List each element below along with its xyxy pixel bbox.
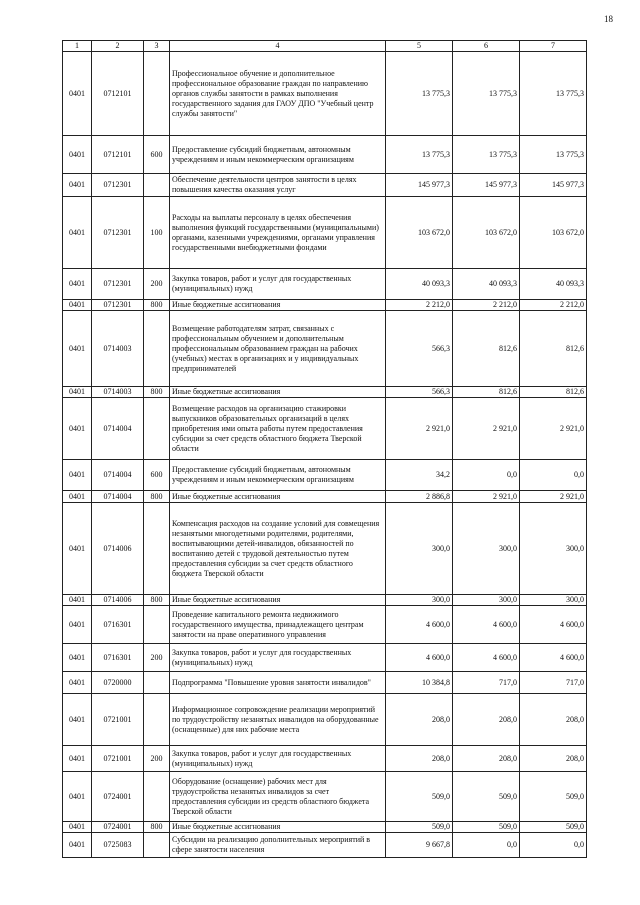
item-name-cell: Предоставление субсидий бюджетным, автономным учреждениям и иным некоммерческим организациям [170,460,386,491]
amount-col6-cell: 4 600,0 [453,606,520,644]
table-row [63,833,587,858]
amount-col7-cell: 2 921,0 [520,491,587,503]
expense-type-cell [144,398,170,460]
amount-col5-cell: 300,0 [386,503,453,595]
table-row [63,746,587,772]
expense-type-cell [144,52,170,136]
amount-col7-cell: 2 212,0 [520,300,587,311]
table-row [63,300,587,311]
amount-col7-cell: 717,0 [520,672,587,694]
amount-col6-cell: 300,0 [453,595,520,606]
table-row [63,644,587,672]
column-header: 6 [453,41,520,52]
item-name-cell: Иные бюджетные ассигнования [170,300,386,311]
table-row [63,269,587,300]
section-code-cell: 0401 [63,672,92,694]
section-code-cell: 0401 [63,595,92,606]
amount-col7-cell: 509,0 [520,772,587,822]
item-name-cell: Компенсация расходов на создание условий для совмещения незанятыми многодетными родителями, родителями, воспитывающими детей-инвалидов, обязанностей по воспитанию детей с трудовой деятельностью путем предоставления субсидии за счет средств областного бюджета Тверской области [170,503,386,595]
amount-col7-cell: 40 093,3 [520,269,587,300]
item-name-cell: Проведение капитального ремонта недвижимого государственного имущества, принадлежащего центрам занятости на праве оперативного управления [170,606,386,644]
amount-col5-cell: 2 921,0 [386,398,453,460]
section-code-cell: 0401 [63,644,92,672]
item-name-cell: Обеспечение деятельности центров занятости в целях повышения качества оказания услуг [170,174,386,197]
expense-type-cell: 800 [144,595,170,606]
section-code-cell: 0401 [63,398,92,460]
section-code-cell: 0401 [63,772,92,822]
expense-type-cell: 600 [144,136,170,174]
amount-col7-cell: 145 977,3 [520,174,587,197]
amount-col7-cell: 208,0 [520,694,587,746]
section-code-cell: 0401 [63,833,92,858]
amount-col5-cell: 103 672,0 [386,197,453,269]
target-code-cell: 0720000 [92,672,144,694]
amount-col6-cell: 300,0 [453,503,520,595]
item-name-cell: Иные бюджетные ассигнования [170,387,386,398]
item-name-cell: Закупка товаров, работ и услуг для государственных (муниципальных) нужд [170,644,386,672]
section-code-cell: 0401 [63,822,92,833]
expense-type-cell: 800 [144,491,170,503]
table-row [63,503,587,595]
amount-col7-cell: 0,0 [520,833,587,858]
amount-col7-cell: 208,0 [520,746,587,772]
section-code-cell: 0401 [63,311,92,387]
amount-col6-cell: 812,6 [453,311,520,387]
item-name-cell: Закупка товаров, работ и услуг для государственных (муниципальных) нужд [170,269,386,300]
expense-type-cell: 200 [144,746,170,772]
expense-type-cell: 800 [144,822,170,833]
target-code-cell: 0712301 [92,174,144,197]
expense-type-cell: 800 [144,300,170,311]
target-code-cell: 0714004 [92,460,144,491]
section-code-cell: 0401 [63,694,92,746]
amount-col7-cell: 0,0 [520,460,587,491]
item-name-cell: Информационное сопровождение реализации мероприятий по трудоустройству незанятых инвалидов на оборудованные (оснащенные) для них рабочие места [170,694,386,746]
amount-col7-cell: 812,6 [520,311,587,387]
amount-col6-cell: 145 977,3 [453,174,520,197]
item-name-cell: Возмещение расходов на организацию стажировки выпускников образовательных организаций в целях приобретения ими опыта работы путем предоставления субсидии за счет средств областного бюджета Тверской области [170,398,386,460]
target-code-cell: 0716301 [92,606,144,644]
amount-col5-cell: 13 775,3 [386,52,453,136]
budget-table [62,40,587,858]
target-code-cell: 0714004 [92,398,144,460]
amount-col7-cell: 509,0 [520,822,587,833]
section-code-cell: 0401 [63,387,92,398]
target-code-cell: 0716301 [92,644,144,672]
expense-type-cell [144,174,170,197]
amount-col5-cell: 208,0 [386,694,453,746]
table-row [63,197,587,269]
amount-col5-cell: 34,2 [386,460,453,491]
target-code-cell: 0714006 [92,595,144,606]
target-code-cell: 0721001 [92,694,144,746]
table-body [63,52,587,858]
amount-col7-cell: 103 672,0 [520,197,587,269]
amount-col5-cell: 10 384,8 [386,672,453,694]
amount-col6-cell: 208,0 [453,746,520,772]
amount-col7-cell: 2 921,0 [520,398,587,460]
amount-col5-cell: 509,0 [386,772,453,822]
column-header: 1 [63,41,92,52]
section-code-cell: 0401 [63,197,92,269]
table-row [63,136,587,174]
table-row [63,822,587,833]
amount-col5-cell: 566,3 [386,311,453,387]
table-row [63,672,587,694]
expense-type-cell [144,833,170,858]
item-name-cell: Предоставление субсидий бюджетным, автономным учреждениям и иным некоммерческим организациям [170,136,386,174]
target-code-cell: 0725083 [92,833,144,858]
table-row [63,52,587,136]
target-code-cell: 0712301 [92,269,144,300]
item-name-cell: Закупка товаров, работ и услуг для государственных (муниципальных) нужд [170,746,386,772]
section-code-cell: 0401 [63,606,92,644]
amount-col5-cell: 566,3 [386,387,453,398]
target-code-cell: 0714006 [92,503,144,595]
table-row [63,772,587,822]
table-row [63,694,587,746]
column-header: 3 [144,41,170,52]
header-row [63,41,587,52]
section-code-cell: 0401 [63,269,92,300]
target-code-cell: 0724001 [92,822,144,833]
table-row [63,398,587,460]
section-code-cell: 0401 [63,174,92,197]
amount-col7-cell: 13 775,3 [520,136,587,174]
section-code-cell: 0401 [63,460,92,491]
item-name-cell: Иные бюджетные ассигнования [170,491,386,503]
amount-col6-cell: 103 672,0 [453,197,520,269]
amount-col5-cell: 4 600,0 [386,606,453,644]
column-header: 7 [520,41,587,52]
target-code-cell: 0724001 [92,772,144,822]
target-code-cell: 0714003 [92,387,144,398]
target-code-cell: 0714003 [92,311,144,387]
section-code-cell: 0401 [63,491,92,503]
page-number: 18 [604,14,613,24]
table-row [63,174,587,197]
amount-col6-cell: 0,0 [453,833,520,858]
item-name-cell: Расходы на выплаты персоналу в целях обеспечения выполнения функций государственными (муниципальными) органами, казенными учреждениями, органами управления государственными внебюджетными фондами [170,197,386,269]
amount-col6-cell: 13 775,3 [453,136,520,174]
table-row [63,387,587,398]
item-name-cell: Оборудование (оснащение) рабочих мест для трудоустройства незанятых инвалидов за счет предоставления субсидии из средств областного бюджета Тверской области [170,772,386,822]
amount-col6-cell: 208,0 [453,694,520,746]
amount-col5-cell: 2 212,0 [386,300,453,311]
amount-col7-cell: 4 600,0 [520,606,587,644]
item-name-cell: Профессиональное обучение и дополнительное профессиональное образование граждан по направлению органов службы занятости в рамках выполнения государственного задания для ГАОУ ДПО "Учебный центр службы занятости" [170,52,386,136]
amount-col7-cell: 13 775,3 [520,52,587,136]
amount-col6-cell: 13 775,3 [453,52,520,136]
target-code-cell: 0721001 [92,746,144,772]
target-code-cell: 0712101 [92,136,144,174]
section-code-cell: 0401 [63,746,92,772]
expense-type-cell [144,672,170,694]
amount-col6-cell: 4 600,0 [453,644,520,672]
expense-type-cell: 200 [144,269,170,300]
target-code-cell: 0712301 [92,300,144,311]
item-name-cell: Возмещение работодателям затрат, связанных с профессиональным обучением и дополнительным профессиональным образованием граждан на рабочих (учебных) местах в организациях и у индивидуальных предпринимателей [170,311,386,387]
expense-type-cell [144,694,170,746]
item-name-cell: Субсидии на реализацию дополнительных мероприятий в сфере занятости населения [170,833,386,858]
section-code-cell: 0401 [63,52,92,136]
amount-col7-cell: 4 600,0 [520,644,587,672]
expense-type-cell: 100 [144,197,170,269]
expense-type-cell [144,606,170,644]
amount-col5-cell: 300,0 [386,595,453,606]
expense-type-cell [144,503,170,595]
amount-col7-cell: 300,0 [520,503,587,595]
item-name-cell: Подпрограмма "Повышение уровня занятости инвалидов" [170,672,386,694]
table-row [63,595,587,606]
target-code-cell: 0714004 [92,491,144,503]
item-name-cell: Иные бюджетные ассигнования [170,822,386,833]
amount-col6-cell: 0,0 [453,460,520,491]
expense-type-cell: 800 [144,387,170,398]
expense-type-cell: 600 [144,460,170,491]
amount-col7-cell: 812,6 [520,387,587,398]
expense-type-cell [144,311,170,387]
amount-col5-cell: 40 093,3 [386,269,453,300]
target-code-cell: 0712301 [92,197,144,269]
amount-col5-cell: 4 600,0 [386,644,453,672]
column-header: 2 [92,41,144,52]
amount-col5-cell: 9 667,8 [386,833,453,858]
amount-col5-cell: 509,0 [386,822,453,833]
section-code-cell: 0401 [63,503,92,595]
amount-col5-cell: 208,0 [386,746,453,772]
table-row [63,460,587,491]
amount-col6-cell: 2 921,0 [453,398,520,460]
amount-col6-cell: 812,6 [453,387,520,398]
amount-col6-cell: 40 093,3 [453,269,520,300]
expense-type-cell: 200 [144,644,170,672]
amount-col5-cell: 13 775,3 [386,136,453,174]
amount-col6-cell: 2 921,0 [453,491,520,503]
amount-col6-cell: 2 212,0 [453,300,520,311]
item-name-cell: Иные бюджетные ассигнования [170,595,386,606]
amount-col5-cell: 145 977,3 [386,174,453,197]
table-row [63,311,587,387]
target-code-cell: 0712101 [92,52,144,136]
table-row [63,606,587,644]
column-header: 5 [386,41,453,52]
table-row [63,491,587,503]
amount-col5-cell: 2 886,8 [386,491,453,503]
section-code-cell: 0401 [63,300,92,311]
amount-col6-cell: 717,0 [453,672,520,694]
column-header: 4 [170,41,386,52]
amount-col6-cell: 509,0 [453,772,520,822]
amount-col6-cell: 509,0 [453,822,520,833]
section-code-cell: 0401 [63,136,92,174]
expense-type-cell [144,772,170,822]
amount-col7-cell: 300,0 [520,595,587,606]
